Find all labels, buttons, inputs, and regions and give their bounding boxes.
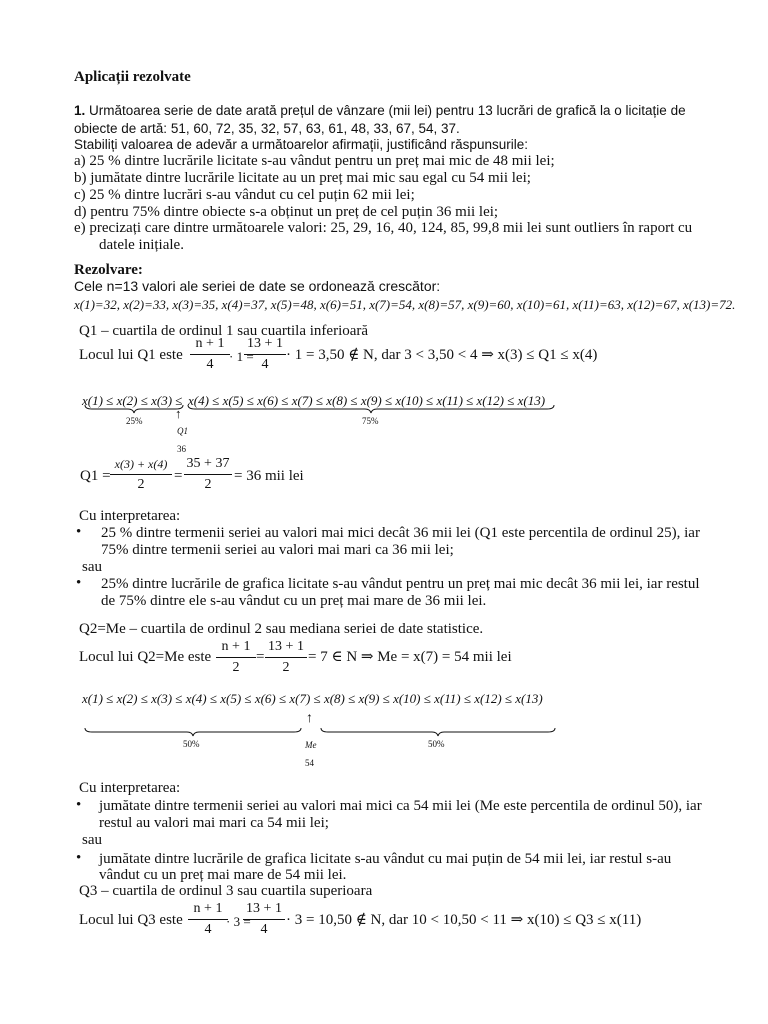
problem-item-b: b) jumătate dintre lucrările licitate au un preț mai mic sau egal cu 54 mii lei; — [74, 170, 531, 186]
q2-equals: = — [256, 649, 265, 665]
interp1-bullet2-line1: 25% dintre lucrările de grafica licitate s-au vândut pentru un preț mai mic decât 36 mii lei, iar restul — [101, 576, 700, 592]
page-title: Aplicații rezolvate — [74, 69, 191, 85]
q3-locul-suffix: · 3 = 10,50 ∉ N, dar 10 < 10,50 < 11 ⇒ x(10) ≤ Q3 ≤ x(11) — [286, 912, 642, 928]
bullet-icon: • — [76, 797, 82, 813]
sorted-values: x(1)=32, x(2)=33, x(3)=35, x(4)=37, x(5)=48, x(6)=51, x(7)=54, x(8)=57, x(9)=60, x(10)=61, x(11)=63, x(12)=67, x(13)=72. — [74, 297, 736, 312]
interp1-sau: sau — [82, 559, 102, 575]
interp2-bullet2-line1: jumătate dintre lucrările de grafica licitate s-au vândut cu mai puțin de 54 mii lei, iar restul s-au — [99, 851, 672, 867]
q2-arrow-icon: ↑ — [306, 711, 313, 726]
q2-locul-suffix: = 7 ∈ N ⇒ Me = x(7) = 54 mii lei — [308, 649, 512, 665]
q1-marker-value: 36 — [177, 444, 186, 454]
q2-fraction-2: 13 + 1 2 — [265, 639, 307, 676]
q1-calc-fraction-2: 35 + 37 2 — [184, 456, 232, 493]
q2-chain: x(1) ≤ x(2) ≤ x(3) ≤ x(4) ≤ x(5) ≤ x(6) ≤ x(7) ≤ x(8) ≤ x(9) ≤ x(10) ≤ x(11) ≤ x(12) ≤ x(13) — [82, 691, 543, 706]
q1-definition: Q1 – cuartila de ordinul 1 sau cuartila inferioară — [79, 323, 369, 339]
q1-calc-lhs: Q1 = — [80, 468, 111, 484]
q3-fraction-2: 13 + 1 4 — [243, 901, 285, 938]
interp2-heading: Cu interpretarea: — [79, 780, 181, 796]
interp1-bullet2-line2: de 75% dintre ele s-au vândut cu un preț mai mare de 36 mii lei. — [101, 593, 487, 609]
q1-calc-fraction-1: x(3) + x(4) 2 — [110, 456, 172, 493]
q3-definition: Q3 – cuartila de ordinul 3 sau cuartila superioara — [79, 883, 373, 899]
problem-item-a: a) 25 % dintre lucrările licitate s-au vândut pentru un preț mai mic de 48 mii lei; — [74, 153, 555, 169]
q3-locul-prefix: Locul lui Q3 este — [79, 912, 183, 928]
q1-chain-left: x(1) ≤ x(2) ≤ x(3) ≤ — [82, 393, 183, 408]
q1-locul-suffix: · 1 = 3,50 ∉ N, dar 3 < 3,50 < 4 ⇒ x(3) ≤ Q1 ≤ x(4) — [286, 347, 598, 363]
q1-arrow-icon: ↑ — [175, 406, 182, 421]
q1-locul-prefix: Locul lui Q1 este — [79, 347, 183, 363]
problem-item-d: d) pentru 75% dintre obiecte s-a obținut un preț de cel puțin 36 mii lei; — [74, 204, 499, 220]
interp2-bullet2-line2: vândut cu un preț mai mare de 54 mii lei. — [99, 867, 347, 883]
problem-intro-line-2: obiecte de artă: 51, 60, 72, 35, 32, 57, 63, 61, 48, 33, 67, 54, 37. — [74, 121, 460, 136]
bullet-icon: • — [76, 575, 82, 591]
q1-marker-label: Q1 — [177, 426, 188, 436]
problem-item-e: e) precizați care dintre următoarele valori: 25, 29, 16, 40, 124, 85, 99,8 mii lei sunt outliers în raport cu — [74, 220, 693, 236]
bullet-icon: • — [76, 850, 82, 866]
q1-fraction-1: n + 1 4 — [190, 336, 230, 373]
interp1-bullet1-line2: 75% dintre termenii seriei au valori mai mari ca 36 mii lei; — [101, 542, 454, 558]
interp2-sau: sau — [82, 832, 102, 848]
q1-calc-equals: = — [174, 468, 183, 484]
interp2-bullet1-line1: jumătate dintre termenii seriei au valori mai mici ca 54 mii lei (Me este percentila de ordinul 50), iar — [99, 798, 702, 814]
problem-item-c: c) 25 % dintre lucrări s-au vândut cu cel puțin 62 mii lei; — [74, 187, 415, 203]
solution-heading: Rezolvare: — [74, 262, 143, 278]
q2-fraction-1: n + 1 2 — [216, 639, 256, 676]
q1-fraction-2: 13 + 1 4 — [244, 336, 286, 373]
q2-locul-prefix: Locul lui Q2=Me este — [79, 649, 212, 665]
interp1-heading: Cu interpretarea: — [79, 508, 181, 524]
q1-pct-left: 25% — [126, 416, 143, 426]
q2-marker-label: Me — [305, 740, 317, 750]
sort-line: Cele n=13 valori ale seriei de date se ordonează crescător: — [74, 278, 441, 294]
q2-pct-right: 50% — [428, 739, 445, 749]
problem-intro-line-1: 1. Următoarea serie de date arată prețul de vânzare (mii lei) pentru 13 lucrări de grafică la o licitație de — [74, 103, 686, 118]
q3-mult-1: · 3 = — [226, 914, 251, 929]
interp2-bullet1-line2: restul au valori mai mari ca 54 mii lei; — [99, 815, 329, 831]
problem-number: 1. — [74, 103, 86, 118]
problem-task: Stabiliți valoarea de adevăr a următoarelor afirmații, justificând răspunsurile: — [74, 137, 528, 152]
q1-mult-1: · 1 = — [229, 349, 254, 364]
q1-chain-right: x(4) ≤ x(5) ≤ x(6) ≤ x(7) ≤ x(8) ≤ x(9) ≤ x(10) ≤ x(11) ≤ x(12) ≤ x(13) — [188, 393, 546, 408]
q1-calc-result: = 36 mii lei — [234, 468, 304, 484]
q2-marker-value: 54 — [305, 758, 314, 768]
q2-pct-left: 50% — [183, 739, 200, 749]
q3-fraction-1: n + 1 4 — [188, 901, 228, 938]
q1-pct-right: 75% — [362, 416, 379, 426]
bullet-icon: • — [76, 524, 82, 540]
interp1-bullet1-line1: 25 % dintre termenii seriei au valori mai mici decât 36 mii lei (Q1 este percentila de ordinul 25), iar — [101, 525, 700, 541]
q2-definition: Q2=Me – cuartila de ordinul 2 sau mediana seriei de date statistice. — [79, 621, 484, 637]
problem-item-e-continued: datele inițiale. — [99, 237, 184, 253]
